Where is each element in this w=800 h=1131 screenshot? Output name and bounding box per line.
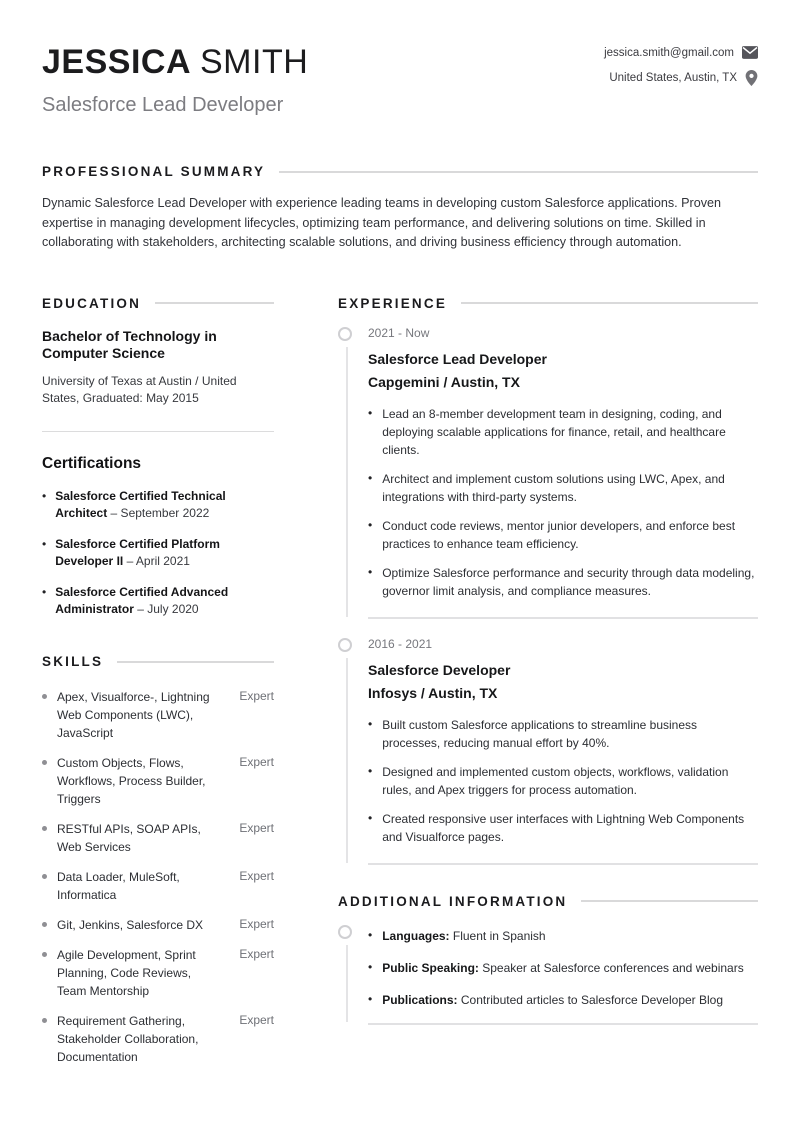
certification-text: Salesforce Certified Platform Developer II – April 2021 xyxy=(55,536,220,569)
experience-bullet: • Architect and implement custom solutions using LWC, Apex, and integrations with third-party systems. xyxy=(368,470,725,504)
location-text: United States, Austin, TX xyxy=(609,72,737,84)
envelope-icon xyxy=(742,46,758,59)
skill-item xyxy=(42,1012,274,1066)
skill-item xyxy=(42,820,274,856)
job-title: Salesforce Lead Developer xyxy=(42,94,284,117)
heading-rule xyxy=(581,900,758,902)
skill-item xyxy=(42,946,274,1000)
bullet-icon: • xyxy=(368,405,373,420)
divider xyxy=(42,431,274,433)
heading-rule xyxy=(461,302,758,304)
summary-header xyxy=(42,164,758,179)
certification-text: Salesforce Certified Advanced Administrator – July 2020 xyxy=(55,584,229,617)
experience-bullet: • Conduct code reviews, mentor junior developers, and enforce best practices to enhance team efficiency. xyxy=(368,517,736,551)
experience-bullet: • Built custom Salesforce applications to streamline business processes, reducing manual effort by 40%. xyxy=(368,716,698,750)
additional-header xyxy=(338,894,758,909)
bullet-icon: • xyxy=(368,959,373,974)
divider xyxy=(368,1023,758,1025)
certifications-list xyxy=(42,488,274,618)
experience-bullet: • Designed and implemented custom objects, workflows, validation rules, and Apex triggers for process automation. xyxy=(368,763,729,797)
timeline-line xyxy=(346,347,348,617)
skills-heading: SKILLS xyxy=(42,654,104,670)
columns xyxy=(42,296,758,1079)
bullet-icon: • xyxy=(368,763,373,778)
additional-text: Public Speaking: Speaker at Salesforce conferences and webinars xyxy=(382,960,744,975)
experience-role: Salesforce Lead Developer xyxy=(368,350,547,367)
timeline-line xyxy=(346,658,348,863)
summary-text: Dynamic Salesforce Lead Developer with experience leading teams in developing custom Salesforce applications. Proven expertise in managing development lifecycles, optimizing team performance, and delivering solutions on time. Skilled in collaborating with stakeholders, architecting scalable solutions, and driving business efficiency through automation. xyxy=(42,196,722,249)
full-name xyxy=(42,44,308,81)
left-column xyxy=(42,296,274,1079)
additional-text: Publications: Contributed articles to Salesforce Developer Blog xyxy=(382,992,724,1007)
experience-period: 2016 - 2021 xyxy=(368,636,433,651)
experience-period: 2021 - Now xyxy=(368,325,430,340)
location-row xyxy=(609,70,758,86)
education-header xyxy=(42,296,274,311)
timeline-line xyxy=(346,945,348,1022)
skill-item xyxy=(42,868,274,904)
skill-level: Expert xyxy=(239,947,274,962)
skill-name: Custom Objects, Flows, Workflows, Process Builder, Triggers xyxy=(57,756,206,807)
bullet-icon xyxy=(42,826,47,831)
additional-entry xyxy=(338,924,758,1009)
education-heading: EDUCATION xyxy=(42,295,142,311)
experience-bullets xyxy=(368,716,758,846)
heading-rule xyxy=(155,302,274,304)
skill-level: Expert xyxy=(239,869,274,884)
bullet-icon: • xyxy=(42,536,47,551)
experience-bullets xyxy=(368,405,758,600)
additional-text: Languages: Fluent in Spanish xyxy=(382,928,546,943)
skill-name: RESTful APIs, SOAP APIs, Web Services xyxy=(57,822,201,855)
experience-bullet: • Created responsive user interfaces with Lightning Web Components and Visualforce pages. xyxy=(368,810,745,844)
experience-header xyxy=(338,296,758,311)
first-name: JESSICA xyxy=(42,43,191,81)
skill-item xyxy=(42,754,274,808)
last-name: SMITH xyxy=(200,43,309,81)
bullet-icon: • xyxy=(368,716,373,731)
skill-name: Apex, Visualforce-, Lightning Web Components (LWC), JavaScript xyxy=(57,690,210,741)
certifications-heading: Certifications xyxy=(42,455,142,473)
experience-heading: EXPERIENCE xyxy=(338,295,448,311)
right-column xyxy=(338,296,758,1079)
experience-role: Salesforce Developer xyxy=(368,661,511,678)
bullet-icon: • xyxy=(42,489,47,504)
additional-item xyxy=(368,927,758,945)
school: University of Texas at Austin / United States, Graduated: May 2015 xyxy=(42,373,237,406)
experience-company: Capgemini / Austin, TX xyxy=(368,373,520,390)
bullet-icon xyxy=(42,1018,47,1023)
experience-entry xyxy=(338,326,758,600)
bullet-icon: • xyxy=(368,517,373,532)
degree: Bachelor of Technology in Computer Science xyxy=(42,327,217,362)
experience-entry xyxy=(338,637,758,846)
bullet-icon: • xyxy=(368,470,373,485)
bullet-icon: • xyxy=(368,991,373,1006)
skill-item xyxy=(42,688,274,742)
additional-list xyxy=(368,924,758,1009)
divider xyxy=(368,617,758,619)
skill-name: Requirement Gathering, Stakeholder Collaboration, Documentation xyxy=(57,1014,199,1065)
additional-item xyxy=(368,991,758,1009)
certification-text: Salesforce Certified Technical Architect – September 2022 xyxy=(55,489,226,521)
skill-level: Expert xyxy=(239,917,274,932)
bullet-icon xyxy=(42,952,47,957)
certification-item xyxy=(42,536,274,571)
bullet-icon xyxy=(42,760,47,765)
bullet-icon: • xyxy=(368,927,373,942)
email-row xyxy=(604,46,758,59)
divider xyxy=(368,863,758,865)
skill-item xyxy=(42,916,274,934)
additional-heading: ADDITIONAL INFORMATION xyxy=(338,893,568,909)
bullet-icon: • xyxy=(368,564,373,579)
email-text: jessica.smith@gmail.com xyxy=(604,46,734,59)
experience-company: Infosys / Austin, TX xyxy=(368,684,498,701)
skill-name: Data Loader, MuleSoft, Informatica xyxy=(57,870,180,903)
skill-level: Expert xyxy=(239,689,274,704)
timeline-dot-icon xyxy=(338,327,352,341)
skill-level: Expert xyxy=(239,821,274,836)
skill-level: Expert xyxy=(239,755,274,770)
heading-rule xyxy=(117,661,274,663)
bullet-icon xyxy=(42,874,47,879)
experience-bullet: • Lead an 8-member development team in designing, coding, and deploying scalable applications for finance, retail, and healthcare clients. xyxy=(368,405,726,457)
contact-block xyxy=(604,46,758,86)
timeline-dot-icon xyxy=(338,638,352,652)
certification-item xyxy=(42,488,274,523)
name-block xyxy=(42,44,308,117)
additional-section xyxy=(338,894,758,1025)
skills-section xyxy=(42,654,274,1066)
bullet-icon xyxy=(42,694,47,699)
certification-item xyxy=(42,584,274,619)
skill-name: Agile Development, Sprint Planning, Code Reviews, Team Mentorship xyxy=(57,948,196,999)
experience-bullet: • Optimize Salesforce performance and security through data modeling, governor limit analysis, and compliance measures. xyxy=(368,564,755,598)
timeline-dot-icon xyxy=(338,925,352,939)
summary-section xyxy=(42,164,758,251)
bullet-icon: • xyxy=(368,810,373,825)
summary-heading: PROFESSIONAL SUMMARY xyxy=(42,164,266,180)
skill-level: Expert xyxy=(239,1013,274,1028)
skills-list xyxy=(42,688,274,1066)
bullet-icon: • xyxy=(42,584,47,599)
additional-item xyxy=(368,959,758,977)
location-pin-icon xyxy=(745,70,758,86)
skill-name: Git, Jenkins, Salesforce DX xyxy=(57,918,204,933)
heading-rule xyxy=(279,171,758,173)
header xyxy=(42,44,758,117)
skills-header xyxy=(42,654,274,669)
bullet-icon xyxy=(42,922,47,927)
